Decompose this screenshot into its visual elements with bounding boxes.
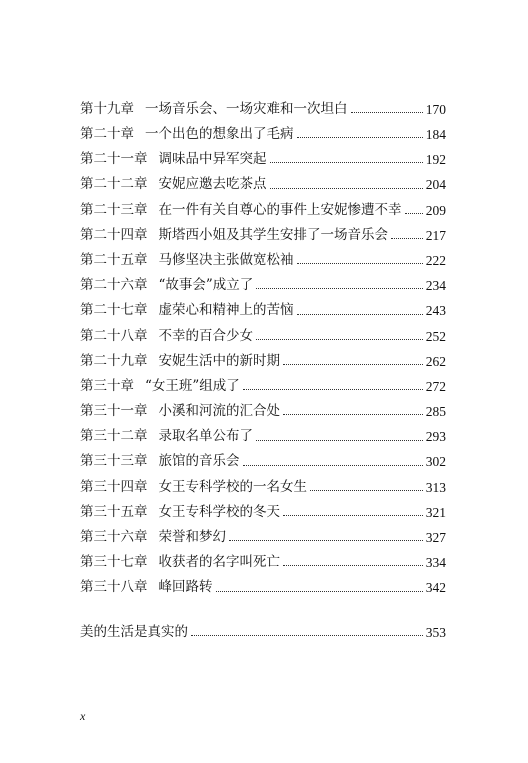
toc-entry[interactable]	[80, 223, 446, 248]
toc-entry[interactable]	[80, 299, 446, 324]
chapter-title: 斯塔西小姐及其学生安排了一场音乐会	[158, 226, 388, 243]
page-number: 170	[425, 101, 446, 117]
chapter-number: 第三十七章	[80, 554, 148, 571]
chapter-title: 女王专科学校的一名女生	[158, 478, 307, 495]
chapter-number: 第二十章	[80, 126, 134, 143]
page-number: 262	[425, 353, 446, 369]
chapter-number: 第二十四章	[80, 226, 148, 243]
chapter-title: 不幸的百合少女	[158, 327, 253, 344]
toc-entry[interactable]	[80, 550, 446, 575]
chapter-number: 第二十三章	[80, 201, 148, 218]
chapter-number: 第二十九章	[80, 352, 148, 369]
chapter-title: 女王专科学校的冬天	[158, 503, 280, 520]
chapter-title: “女王班”组成了	[145, 377, 240, 394]
chapter-title: 调味品中异军突起	[158, 151, 267, 168]
toc-entry[interactable]	[80, 248, 446, 273]
dot-leader	[310, 490, 423, 491]
page-number: 252	[425, 328, 446, 344]
page-number: 353	[425, 624, 446, 640]
dot-leader	[405, 213, 423, 214]
dot-leader	[256, 339, 423, 340]
toc-entry[interactable]	[80, 198, 446, 223]
chapter-title: 荣誉和梦幻	[158, 529, 226, 546]
chapter-title: 安妮生活中的新时期	[158, 352, 280, 369]
toc-entry[interactable]	[80, 424, 446, 449]
chapter-number: 第三十一章	[80, 403, 148, 420]
page-number: 342	[425, 580, 446, 596]
dot-leader	[256, 288, 422, 289]
table-of-contents	[80, 97, 446, 601]
chapter-number: 第三十二章	[80, 428, 148, 445]
chapter-title: 峰回路转	[158, 579, 213, 596]
page-number: 234	[425, 278, 446, 294]
chapter-number: 第二十一章	[80, 151, 148, 168]
chapter-number: 第三十三章	[80, 453, 148, 470]
dot-leader	[229, 540, 423, 541]
chapter-title: 马修坚决主张做宽松袖	[158, 251, 294, 268]
page-number: 313	[425, 479, 446, 495]
toc-entry[interactable]	[80, 97, 446, 122]
chapter-title: 安妮应邀去吃茶点	[158, 176, 267, 193]
toc-entry[interactable]	[80, 173, 446, 198]
dot-leader	[270, 162, 423, 163]
folio-page-number: x	[80, 709, 86, 723]
toc-entry[interactable]	[80, 374, 446, 399]
afterword-title: 美的生活是真实的	[80, 623, 188, 640]
afterword-section	[80, 620, 446, 645]
page-number: 222	[425, 252, 446, 268]
dot-leader	[243, 465, 423, 466]
dot-leader	[256, 440, 423, 441]
dot-leader	[191, 635, 423, 636]
toc-entry[interactable]	[80, 399, 446, 424]
chapter-title: 在一件有关自尊心的事件上安妮惨遭不幸	[158, 201, 402, 218]
toc-entry[interactable]	[80, 475, 446, 500]
page-number: 321	[425, 504, 446, 520]
chapter-title: 旅馆的音乐会	[158, 453, 240, 470]
page-number: 327	[425, 530, 446, 546]
chapter-title: 录取名单公布了	[158, 428, 253, 445]
chapter-number: 第二十六章	[80, 277, 148, 294]
page-number: 209	[425, 202, 446, 218]
dot-leader	[391, 238, 423, 239]
dot-leader	[297, 137, 423, 138]
dot-leader	[283, 364, 423, 365]
dot-leader	[283, 515, 423, 516]
page-number: 302	[425, 454, 446, 470]
dot-leader	[243, 389, 423, 390]
chapter-number: 第二十二章	[80, 176, 148, 193]
page-number: 293	[425, 429, 446, 445]
dot-leader	[297, 263, 423, 264]
toc-entry[interactable]	[80, 122, 446, 147]
dot-leader	[351, 112, 423, 113]
toc-entry[interactable]	[80, 349, 446, 374]
toc-entry[interactable]	[80, 450, 446, 475]
dot-leader	[216, 591, 423, 592]
page-number: 334	[425, 555, 446, 571]
chapter-number: 第二十五章	[80, 251, 148, 268]
chapter-number: 第三十六章	[80, 529, 148, 546]
chapter-title: 一个出色的想象出了毛病	[145, 126, 294, 143]
toc-entry[interactable]	[80, 525, 446, 550]
chapter-number: 第三十五章	[80, 503, 148, 520]
dot-leader	[297, 314, 423, 315]
dot-leader	[283, 565, 423, 566]
page-number: 285	[425, 404, 446, 420]
chapter-number: 第三十八章	[80, 579, 148, 596]
chapter-number: 第二十七章	[80, 302, 148, 319]
chapter-title: 收获者的名字叫死亡	[158, 554, 280, 571]
dot-leader	[270, 188, 423, 189]
page-number: 204	[425, 177, 446, 193]
page-number: 272	[425, 378, 446, 394]
toc-entry[interactable]	[80, 324, 446, 349]
chapter-number: 第三十章	[80, 377, 134, 394]
toc-entry[interactable]	[80, 273, 446, 298]
page-number: 217	[425, 227, 446, 243]
toc-entry-afterword[interactable]	[80, 620, 446, 645]
chapter-title: 虚荣心和精神上的苦恼	[158, 302, 294, 319]
chapter-title: 小溪和河流的汇合处	[158, 403, 280, 420]
chapter-number: 第十九章	[80, 100, 134, 117]
chapter-number: 第三十四章	[80, 478, 148, 495]
chapter-title: 一场音乐会、一场灾难和一次坦白	[145, 100, 348, 117]
toc-entry[interactable]	[80, 500, 446, 525]
page-number: 192	[425, 152, 446, 168]
page-number: 184	[425, 127, 446, 143]
toc-entry[interactable]	[80, 576, 446, 601]
toc-entry[interactable]	[80, 147, 446, 172]
chapter-number: 第二十八章	[80, 327, 148, 344]
page-number: 243	[425, 303, 446, 319]
dot-leader	[283, 414, 423, 415]
chapter-title: “故事会”成立了	[158, 277, 254, 294]
